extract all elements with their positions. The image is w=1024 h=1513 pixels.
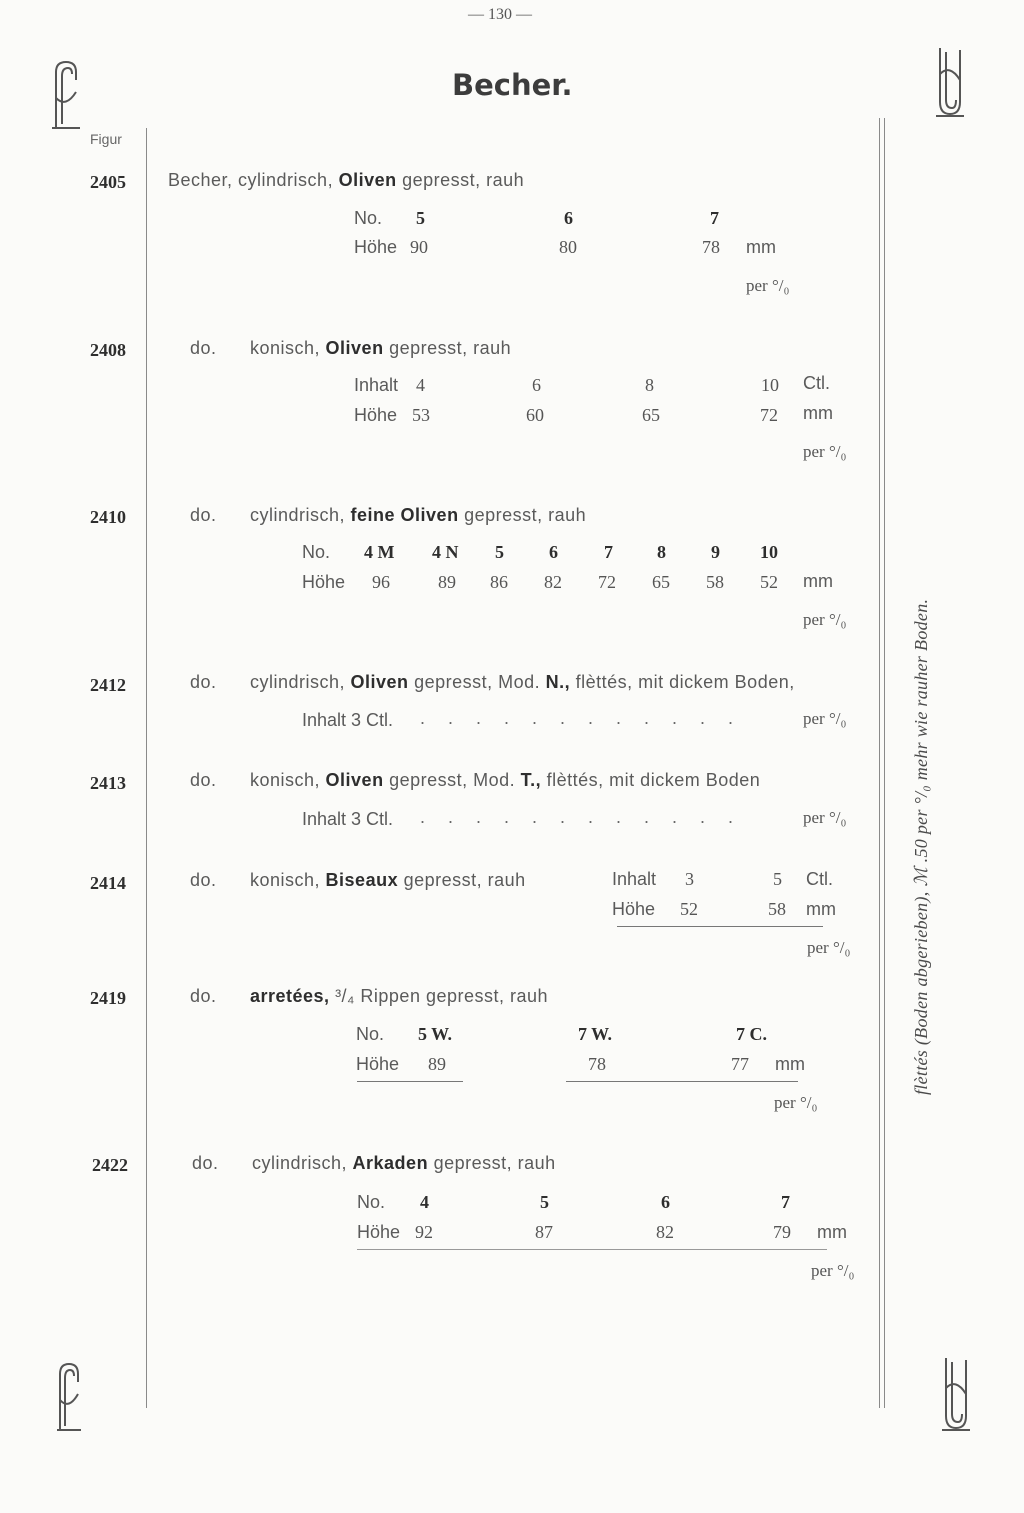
table-cell: 60 — [526, 405, 544, 425]
price-unit: per °/₀ — [803, 808, 847, 827]
row-label: No. — [354, 208, 383, 228]
row-label: No. — [302, 542, 331, 562]
table-cell: 92 — [415, 1222, 433, 1242]
leader-dots: . . . . . . . . . . . . — [420, 807, 743, 827]
table-cell: 7 — [710, 208, 719, 228]
table-cell: 58 — [768, 899, 786, 919]
desc-text: flèttés, mit dickem Boden — [541, 770, 761, 790]
ornament-bottom-left — [54, 1360, 84, 1432]
table-cell: 6 — [661, 1192, 670, 1212]
table-cell: 52 — [680, 899, 698, 919]
desc-model: N., — [545, 672, 571, 692]
unit-label: mm — [803, 403, 833, 423]
unit-label: mm — [806, 899, 836, 919]
table-cell: 5 — [416, 208, 425, 228]
desc-pattern: Biseaux — [325, 870, 399, 890]
price-unit: per °/₀ — [803, 610, 847, 629]
desc-text: konisch, — [250, 870, 326, 890]
desc-text: ³/₄ Rippen gepresst, rauh — [329, 986, 549, 1006]
desc-pattern: Oliven — [325, 338, 384, 358]
row-label: No. — [356, 1024, 385, 1044]
desc-text: cylindrisch, — [250, 505, 351, 525]
table-cell: 5 W. — [418, 1024, 453, 1044]
table-cell: 5 — [540, 1192, 549, 1212]
ornament-top-right — [932, 44, 968, 118]
table-cell: 7 W. — [578, 1024, 613, 1044]
unit-label: mm — [803, 571, 833, 591]
table-cell: 3 — [685, 869, 694, 889]
do-label: do. — [190, 870, 217, 890]
row-label: Höhe — [354, 405, 398, 425]
row-label: Inhalt — [354, 375, 399, 395]
table-cell: 90 — [410, 237, 428, 257]
row-label: Höhe — [302, 572, 346, 592]
entry-description — [250, 870, 526, 891]
table-cell: 79 — [773, 1222, 791, 1242]
table-cell: 8 — [657, 542, 666, 562]
table-cell: 96 — [372, 572, 390, 592]
row-label: Höhe — [357, 1222, 401, 1242]
table-cell: 6 — [532, 375, 541, 395]
table-cell: 7 C. — [736, 1024, 767, 1044]
desc-text: gepresst, Mod. — [408, 672, 546, 692]
price-unit: per °/₀ — [746, 276, 790, 295]
figure-number: 2414 — [90, 873, 126, 893]
desc-text: gepresst, rauh — [383, 338, 512, 358]
desc-pattern: Oliven — [325, 770, 384, 790]
ornament-top-left — [48, 58, 84, 130]
table-cell: 78 — [702, 237, 720, 257]
table-cell: 65 — [642, 405, 660, 425]
do-label: do. — [190, 770, 217, 790]
table-cell: 65 — [652, 572, 670, 592]
unit-label: Ctl. — [803, 373, 830, 393]
figure-number: 2408 — [90, 340, 126, 360]
table-cell: 7 — [604, 542, 613, 562]
row-label: No. — [357, 1192, 386, 1212]
table-cell: 72 — [598, 572, 616, 592]
do-label: do. — [190, 338, 217, 358]
table-cell: 86 — [490, 572, 508, 592]
do-label: do. — [190, 986, 217, 1006]
ornament-bottom-right — [938, 1354, 974, 1432]
leader-dots: . . . . . . . . . . . . — [420, 708, 743, 728]
row-label: Höhe — [354, 237, 398, 257]
price-unit: per °/₀ — [811, 1261, 855, 1280]
row-label: Inhalt — [612, 869, 657, 889]
table-cell: 4 — [416, 375, 425, 395]
entry-description — [250, 338, 511, 359]
desc-text: gepresst, rauh — [458, 505, 587, 525]
entry-description — [168, 170, 524, 191]
table-cell: 6 — [549, 542, 558, 562]
table-cell: 4 N — [432, 542, 459, 562]
table-cell: 77 — [731, 1054, 749, 1074]
unit-label: Ctl. — [806, 869, 833, 889]
unit-label: mm — [746, 237, 776, 257]
right-column-rule — [879, 118, 880, 1408]
entry-description — [250, 672, 795, 693]
desc-text: flèttés, mit dickem Boden, — [570, 672, 795, 692]
entry-description — [252, 1153, 556, 1174]
table-rule — [617, 926, 823, 927]
desc-text: konisch, — [250, 338, 326, 358]
entry-description — [250, 770, 760, 791]
unit-label: mm — [775, 1054, 805, 1074]
desc-pattern: feine Oliven — [350, 505, 459, 525]
figure-number: 2412 — [90, 675, 126, 695]
desc-text: cylindrisch, — [250, 672, 351, 692]
table-rule — [566, 1081, 798, 1082]
table-cell: 10 — [761, 375, 779, 395]
figure-number: 2422 — [92, 1155, 128, 1175]
row-label: Höhe — [612, 899, 656, 919]
table-cell: 89 — [438, 572, 456, 592]
desc-model: T., — [520, 770, 542, 790]
row-label: Höhe — [356, 1054, 400, 1074]
page-title: Becher. — [452, 68, 573, 102]
table-cell: 78 — [588, 1054, 606, 1074]
table-rule — [357, 1249, 827, 1250]
figure-number: 2405 — [90, 172, 126, 192]
desc-pattern: Oliven — [350, 672, 409, 692]
table-cell: 80 — [559, 237, 577, 257]
table-cell: 4 M — [364, 542, 395, 562]
table-cell: 72 — [760, 405, 778, 425]
figur-label: Figur — [90, 131, 122, 147]
table-cell: 6 — [564, 208, 573, 228]
table-cell: 5 — [773, 869, 782, 889]
figure-number: 2419 — [90, 988, 126, 1008]
page-number: — 130 — — [468, 6, 532, 23]
side-note: flèttés (Boden abgerieben), ℳ .50 per °/₀ mehr wie rauher Boden. — [911, 598, 931, 1095]
table-cell: 9 — [711, 542, 720, 562]
table-cell: 52 — [760, 572, 778, 592]
table-cell: 4 — [420, 1192, 429, 1212]
table-cell: 82 — [656, 1222, 674, 1242]
left-column-rule — [146, 128, 147, 1408]
desc-text: gepresst, rauh — [396, 170, 525, 190]
figure-number: 2413 — [90, 773, 126, 793]
desc-pattern: Oliven — [338, 170, 397, 190]
table-cell: 8 — [645, 375, 654, 395]
table-cell: 7 — [781, 1192, 790, 1212]
table-cell: 58 — [706, 572, 724, 592]
right-column-rule-inner — [884, 118, 885, 1408]
capacity-text: Inhalt 3 Ctl. — [302, 710, 394, 730]
desc-text: gepresst, Mod. — [383, 770, 521, 790]
do-label: do. — [190, 672, 217, 692]
desc-text: Becher, cylindrisch, — [168, 170, 339, 190]
entry-description — [250, 505, 586, 526]
table-cell: 82 — [544, 572, 562, 592]
table-cell: 89 — [428, 1054, 446, 1074]
do-label: do. — [192, 1153, 219, 1173]
table-cell: 10 — [760, 542, 778, 562]
figure-number: 2410 — [90, 507, 126, 527]
desc-pattern: Arkaden — [352, 1153, 429, 1173]
desc-text: cylindrisch, — [252, 1153, 353, 1173]
unit-label: mm — [817, 1222, 847, 1242]
entry-description — [250, 986, 548, 1007]
desc-text: gepresst, rauh — [398, 870, 526, 890]
price-unit: per °/₀ — [803, 709, 847, 728]
table-cell: 5 — [495, 542, 504, 562]
table-cell: 87 — [535, 1222, 553, 1242]
desc-text: konisch, — [250, 770, 326, 790]
desc-pattern: arretées, — [250, 986, 330, 1006]
desc-text: gepresst, rauh — [428, 1153, 556, 1173]
capacity-text: Inhalt 3 Ctl. — [302, 809, 394, 829]
table-rule — [357, 1081, 463, 1082]
price-unit: per °/₀ — [774, 1093, 818, 1112]
do-label: do. — [190, 505, 217, 525]
price-unit: per °/₀ — [807, 938, 851, 957]
price-unit: per °/₀ — [803, 442, 847, 461]
table-cell: 53 — [412, 405, 430, 425]
